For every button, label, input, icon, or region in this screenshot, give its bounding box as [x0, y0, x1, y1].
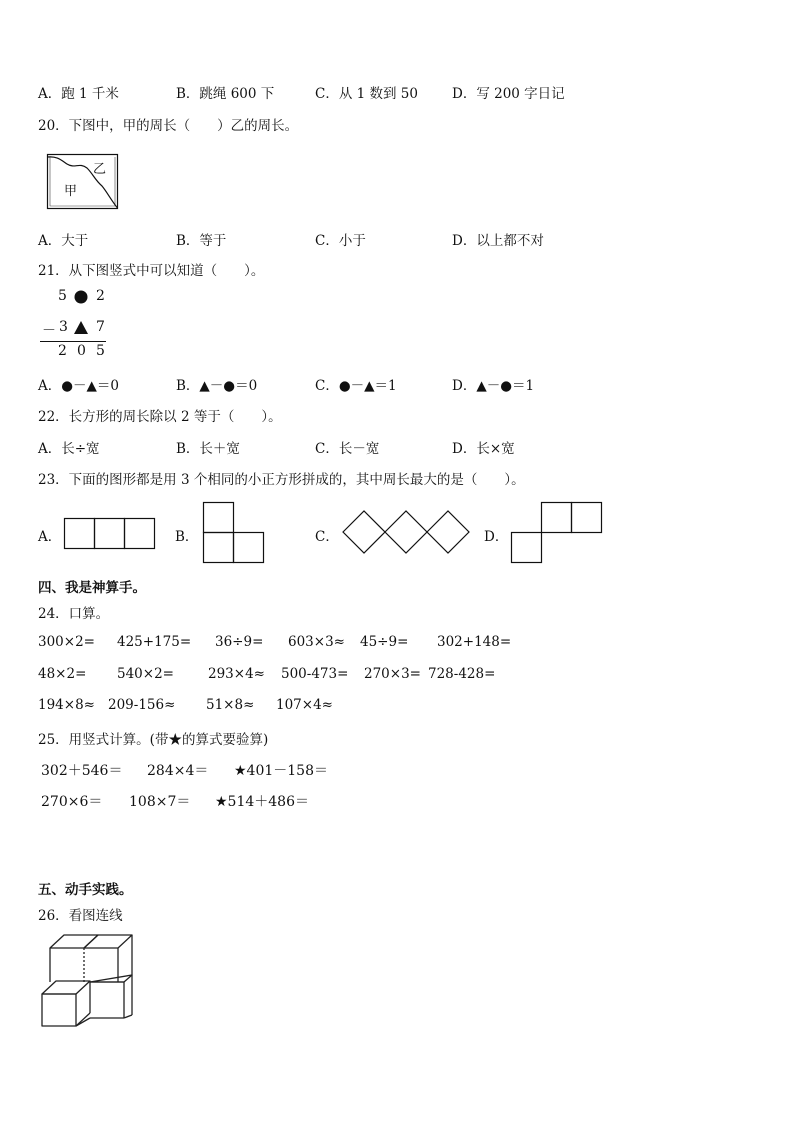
q21-vertical-calc	[38, 285, 118, 365]
q24-question: 24．口算。	[38, 606, 110, 622]
q21-result-2: 2	[58, 343, 67, 359]
q21-digit-2: 2	[96, 288, 105, 304]
q21-option-a: A．●－▲＝0	[38, 378, 119, 394]
q20-question: 20．下图中，甲的周长（ ）乙的周长。	[38, 118, 299, 134]
q25-item: 270×6＝	[41, 794, 103, 810]
q21-result-0: 0	[77, 343, 86, 359]
q25-item: 284×4＝	[147, 763, 209, 779]
q24-item: 51×8≈	[206, 697, 255, 713]
q25-item: ★401－158＝	[234, 763, 328, 779]
q24-item: 540×2=	[117, 666, 174, 682]
q21-digit-7: 7	[96, 319, 105, 335]
q24-item: 302+148=	[437, 634, 512, 650]
q23-option-b: B．	[175, 529, 199, 545]
q23-option-c: C．	[315, 529, 339, 545]
q23-option-a: A．	[38, 529, 62, 545]
q24-item: 194×8≈	[38, 697, 95, 713]
q21-question: 21．从下图竖式中可以知道（ ）。	[38, 263, 265, 279]
q22-question: 22．长方形的周长除以 2 等于（ ）。	[38, 409, 282, 425]
circle-icon	[74, 290, 88, 304]
q23-shape-c	[342, 510, 476, 556]
q23-option-d: D．	[484, 529, 509, 545]
q24-item: 300×2=	[38, 634, 95, 650]
q20-option-a: A．大于	[38, 233, 89, 249]
q25-question: 25．用竖式计算。(带★的算式要验算)	[38, 732, 269, 748]
q24-item: 209-156≈	[108, 697, 176, 713]
q23-question: 23．下面的图形都是用 3 个相同的小正方形拼成的，其中周长最大的是（ ）。	[38, 472, 525, 488]
q24-item: 500-473=	[281, 666, 349, 682]
q25-item: 302＋546＝	[41, 763, 123, 779]
q20-label-jia: 甲	[64, 184, 78, 199]
q19-option-c: C．从 1 数到 50	[315, 86, 418, 102]
q23-shape-b	[203, 502, 267, 566]
q22-option-b: B．长＋宽	[176, 441, 240, 457]
q21-divider-line	[40, 341, 106, 342]
q23-shape-a	[64, 518, 158, 550]
section-4-title: 四、我是神算手。	[38, 580, 146, 596]
q21-digit-3: 3	[59, 319, 68, 335]
q22-option-a: A．长÷宽	[38, 441, 100, 457]
q23-shape-d	[511, 502, 607, 566]
q21-option-c: C．●－▲＝1	[315, 378, 397, 394]
q19-option-b: B．跳绳 600 下	[176, 86, 275, 102]
q24-item: 293×4≈	[208, 666, 265, 682]
q19-option-d: D．写 200 字日记	[452, 86, 565, 102]
q20-label-yi: 乙	[93, 162, 107, 177]
q24-item: 603×3≈	[288, 634, 345, 650]
q24-item: 48×2=	[38, 666, 87, 682]
q20-option-b: B．等于	[176, 233, 227, 249]
q24-item: 728-428=	[428, 666, 496, 682]
q26-cube-figure	[38, 930, 134, 1030]
q24-item: 107×4≈	[276, 697, 333, 713]
q24-item: 270×3=	[364, 666, 421, 682]
q24-item: 425+175=	[117, 634, 192, 650]
q24-item: 36÷9=	[215, 634, 264, 650]
q25-item: 108×7＝	[129, 794, 191, 810]
q21-option-d: D．▲－●＝1	[452, 378, 535, 394]
q26-question: 26．看图连线	[38, 908, 123, 924]
q22-option-c: C．长－宽	[315, 441, 380, 457]
q21-option-b: B．▲－●＝0	[176, 378, 258, 394]
q21-digit-5: 5	[58, 288, 67, 304]
triangle-icon	[74, 321, 88, 334]
q20-figure	[47, 154, 118, 209]
q22-option-d: D．长×宽	[452, 441, 515, 457]
q21-minus: －	[42, 323, 56, 339]
q20-option-d: D．以上都不对	[452, 233, 544, 249]
q20-option-c: C．小于	[315, 233, 366, 249]
q21-result-5: 5	[96, 343, 105, 359]
q19-option-a: A．跑 1 千米	[38, 86, 119, 102]
q25-item: ★514＋486＝	[215, 794, 309, 810]
section-5-title: 五、动手实践。	[38, 882, 133, 898]
q24-item: 45÷9=	[360, 634, 409, 650]
